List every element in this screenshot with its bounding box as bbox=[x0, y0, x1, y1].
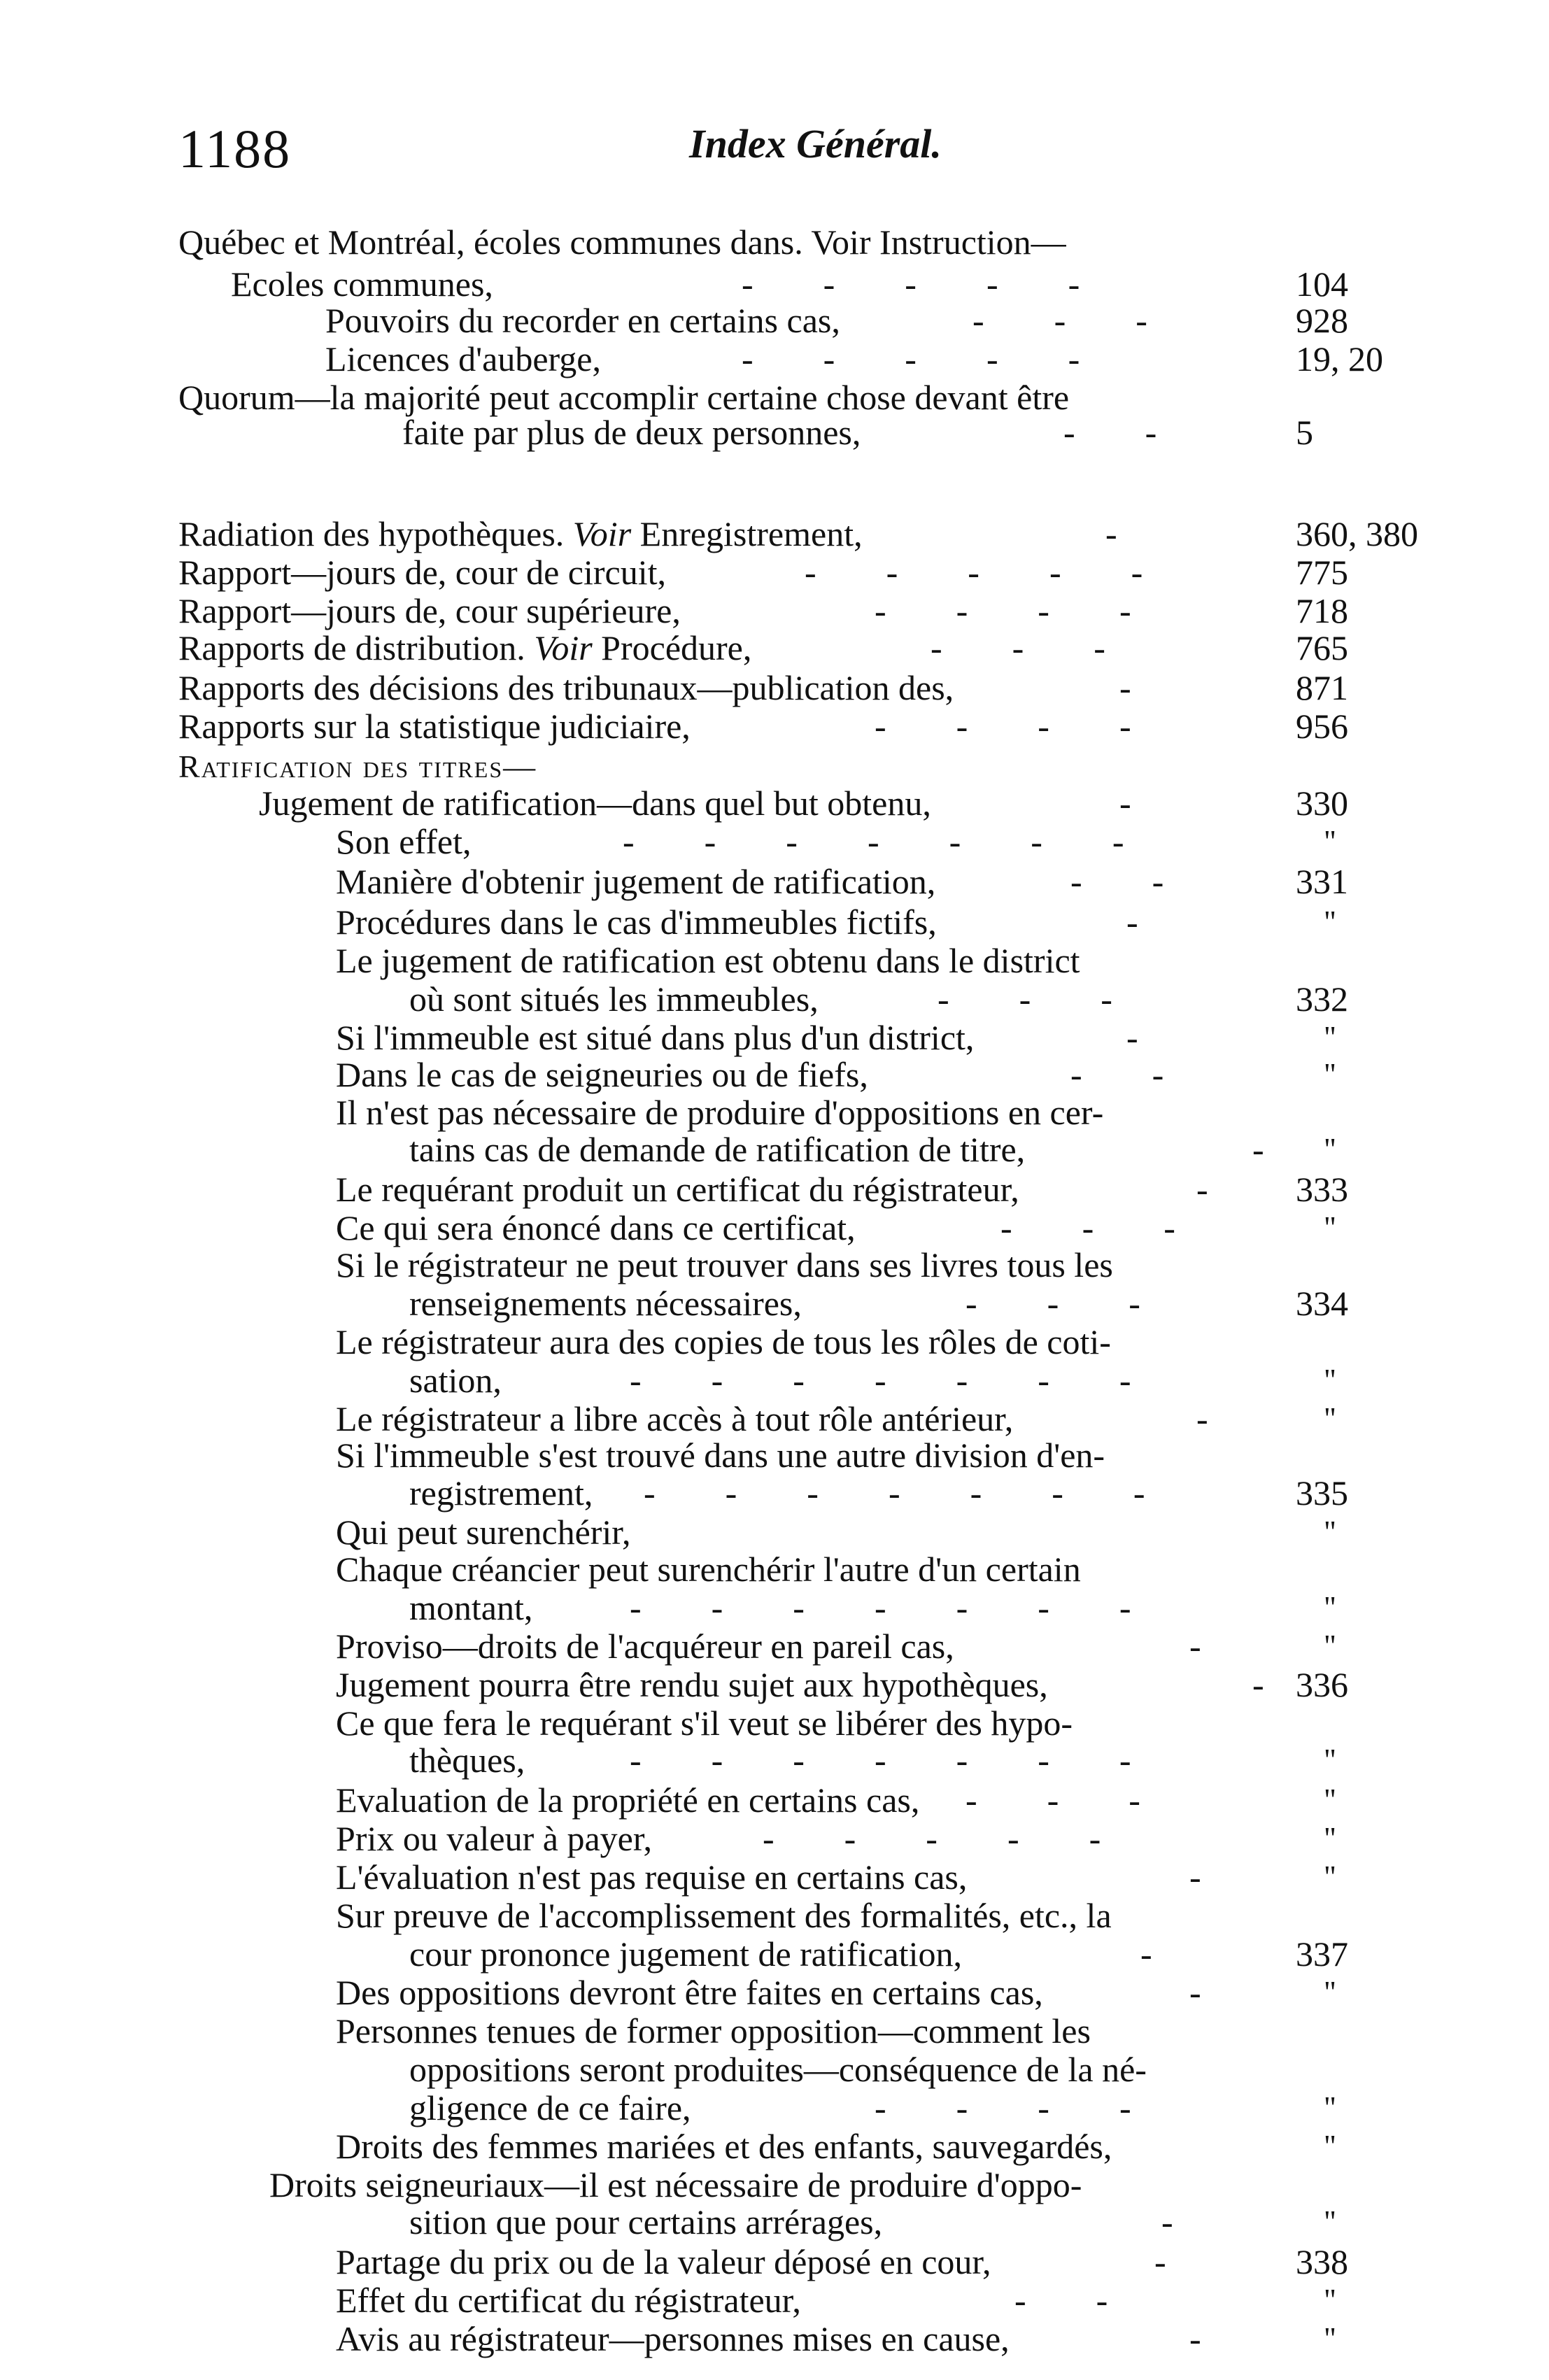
entry-text: Evaluation de la propriété en certains cas, bbox=[336, 1780, 920, 1820]
index-entry-line bbox=[0, 1130, 1549, 1169]
page-reference: 871 bbox=[1296, 668, 1348, 707]
dash-leader: - - - - bbox=[875, 707, 1131, 746]
page-reference: 333 bbox=[1296, 1170, 1348, 1209]
index-entry-line bbox=[0, 707, 1549, 746]
index-entry-line bbox=[0, 1588, 1549, 1627]
entry-text: Si le régistrateur ne peut trouver dans ses livres tous les bbox=[336, 1245, 1113, 1284]
entry-text: Avis au régistrateur—personnes mises en cause, bbox=[336, 2319, 1010, 2358]
entry-text: Ratification des titres— bbox=[178, 749, 537, 784]
page-reference: 336 bbox=[1296, 1665, 1348, 1704]
dash-leader: - - - - - - - bbox=[630, 1741, 1131, 1780]
ditto-mark: " bbox=[1324, 1783, 1336, 1817]
page-reference: 104 bbox=[1296, 264, 1348, 304]
entry-text: Le régistrateur aura des copies de tous les rôles de coti- bbox=[336, 1322, 1111, 1361]
index-entry-line bbox=[0, 1819, 1549, 1858]
index-entry-line bbox=[0, 1055, 1549, 1094]
entry-text: cour prononce jugement de ratification, bbox=[409, 1934, 962, 1974]
page-reference: 334 bbox=[1296, 1284, 1348, 1323]
page-reference: 331 bbox=[1296, 862, 1348, 901]
index-entry-line bbox=[0, 1245, 1549, 1284]
index-entry-line bbox=[0, 2242, 1549, 2281]
dash-leader: - - bbox=[1070, 1055, 1164, 1094]
dash-leader: - bbox=[1252, 1665, 1264, 1704]
entry-text: oppositions seront produites—conséquence de la né- bbox=[409, 2050, 1147, 2089]
ditto-mark: " bbox=[1324, 1210, 1336, 1245]
dash-leader: - bbox=[1189, 1857, 1201, 1897]
entry-text: Licences d'auberge, bbox=[325, 339, 601, 378]
entry-text: Ecoles communes, bbox=[231, 264, 493, 304]
page-reference: 5 bbox=[1296, 413, 1313, 452]
entry-text: Si l'immeuble s'est trouvé dans une autre division d'en- bbox=[336, 1436, 1105, 1475]
index-entry-line bbox=[0, 1780, 1549, 1820]
ditto-mark: " bbox=[1324, 1057, 1336, 1091]
page-reference: 775 bbox=[1296, 553, 1348, 592]
dash-leader: - bbox=[1252, 1130, 1264, 1169]
dash-leader: - - - - - - - bbox=[630, 1588, 1131, 1627]
dash-leader: - - - bbox=[931, 628, 1105, 667]
dash-leader: - - - - - - - bbox=[644, 1473, 1145, 1513]
page-reference: 765 bbox=[1296, 628, 1348, 667]
index-entry-line bbox=[0, 2050, 1549, 2089]
page-reference: 956 bbox=[1296, 707, 1348, 746]
dash-leader: - bbox=[1154, 2242, 1166, 2281]
entry-text: Jugement de ratification—dans quel but obtenu, bbox=[259, 784, 931, 823]
entry-text: Sur preuve de l'accomplissement des formalités, etc., la bbox=[336, 1896, 1112, 1935]
index-entry-line bbox=[0, 668, 1549, 707]
ditto-mark: " bbox=[1324, 1629, 1336, 1663]
entry-text: Son effet, bbox=[336, 822, 472, 861]
index-entry-line bbox=[0, 514, 1549, 553]
ditto-mark: " bbox=[1324, 905, 1336, 939]
entry-text: Le jugement de ratification est obtenu dans le district bbox=[336, 941, 1080, 980]
ditto-mark: " bbox=[1324, 2090, 1336, 2125]
dash-leader: - bbox=[1126, 1018, 1138, 1057]
entry-text: Rapports de distribution. Voir Procédure, bbox=[178, 628, 752, 667]
ditto-mark: " bbox=[1324, 2129, 1336, 2163]
page-reference: 338 bbox=[1296, 2242, 1348, 2281]
ditto-mark: " bbox=[1324, 1132, 1336, 1166]
entry-text: Dans le cas de seigneuries ou de fiefs, bbox=[336, 1055, 868, 1094]
ditto-mark: " bbox=[1324, 1975, 1336, 2009]
ditto-mark: " bbox=[1324, 2283, 1336, 2317]
entry-text: Droits seigneuriaux—il est nécessaire de produire d'oppo- bbox=[269, 2165, 1082, 2204]
entry-text: Rapports sur la statistique judiciaire, bbox=[178, 707, 691, 746]
index-entry-line bbox=[0, 339, 1549, 378]
index-entry-line bbox=[0, 1896, 1549, 1935]
ditto-mark: " bbox=[1324, 2321, 1336, 2356]
dash-leader: - - bbox=[1070, 862, 1164, 901]
dash-leader: - bbox=[1119, 668, 1131, 707]
entry-text: Partage du prix ou de la valeur déposé en cour, bbox=[336, 2242, 991, 2281]
index-entry-line bbox=[0, 2011, 1549, 2050]
ditto-mark: " bbox=[1324, 1743, 1336, 1777]
index-entry-line bbox=[0, 1550, 1549, 1589]
entry-text: Le régistrateur a libre accès à tout rôle antérieur, bbox=[336, 1399, 1014, 1438]
dash-leader: - bbox=[1140, 1934, 1152, 1974]
index-entry-line bbox=[0, 1934, 1549, 1974]
entry-text: Quorum—la majorité peut accomplir certaine chose devant être bbox=[178, 378, 1070, 417]
dash-leader: - - bbox=[1063, 413, 1157, 452]
entry-text: Il n'est pas nécessaire de produire d'oppositions en cer- bbox=[336, 1093, 1104, 1132]
page-reference: 337 bbox=[1296, 1934, 1348, 1974]
dash-leader: - - - - bbox=[875, 591, 1131, 630]
index-entry-line bbox=[0, 1322, 1549, 1361]
index-entry-line bbox=[0, 902, 1549, 942]
entry-text: Rapport—jours de, cour supérieure, bbox=[178, 591, 681, 630]
index-entry-line bbox=[0, 941, 1549, 980]
entry-text: Des oppositions devront être faites en certains cas, bbox=[336, 1973, 1043, 2012]
index-entry-line bbox=[0, 264, 1549, 304]
index-entry-line bbox=[0, 1973, 1549, 2012]
entry-text: tains cas de demande de ratification de titre, bbox=[409, 1130, 1026, 1169]
dash-leader: - - bbox=[1014, 2281, 1108, 2320]
index-entry-line bbox=[0, 591, 1549, 630]
entry-text: Radiation des hypothèques. Voir Enregistrement, bbox=[178, 514, 863, 553]
entry-text: montant, bbox=[409, 1588, 533, 1627]
dash-leader: - - - bbox=[966, 1780, 1140, 1820]
entry-text: faite par plus de deux personnes, bbox=[402, 413, 861, 452]
index-entry-line bbox=[0, 413, 1549, 452]
ditto-mark: " bbox=[1324, 1515, 1336, 1549]
index-entry-line bbox=[0, 1170, 1549, 1209]
page-reference: 19, 20 bbox=[1296, 339, 1383, 378]
page-reference: 718 bbox=[1296, 591, 1348, 630]
index-entry-line bbox=[0, 2281, 1549, 2320]
entry-text: Manière d'obtenir jugement de ratification, bbox=[336, 862, 936, 901]
entry-text: où sont situés les immeubles, bbox=[409, 979, 819, 1019]
index-entry-line bbox=[0, 2202, 1549, 2241]
entry-text: gligence de ce faire, bbox=[409, 2088, 691, 2127]
dash-leader: - bbox=[1189, 2319, 1201, 2358]
dash-leader: - bbox=[1119, 784, 1131, 823]
index-entry-line bbox=[0, 862, 1549, 901]
ditto-mark: " bbox=[1324, 1401, 1336, 1436]
index-entry-line bbox=[0, 2165, 1549, 2204]
index-entry-line bbox=[0, 222, 1549, 262]
entry-text: Québec et Montréal, écoles communes dans. Voir Instruction— bbox=[178, 222, 1066, 262]
page-reference: 335 bbox=[1296, 1473, 1348, 1513]
page-reference: 330 bbox=[1296, 784, 1348, 823]
entry-text: Si l'immeuble est situé dans plus d'un district, bbox=[336, 1018, 975, 1057]
dash-leader: - - - - - bbox=[805, 553, 1143, 592]
index-entry-line bbox=[0, 1513, 1549, 1552]
index-entry-line bbox=[0, 2319, 1549, 2358]
dash-leader: - - - - - bbox=[742, 339, 1080, 378]
ditto-mark: " bbox=[1324, 1860, 1336, 1894]
ditto-mark: " bbox=[1324, 1590, 1336, 1624]
index-entry-line bbox=[0, 628, 1549, 667]
dash-leader: - - - - - - - bbox=[630, 1361, 1131, 1400]
dash-leader: - bbox=[1126, 902, 1138, 942]
index-entry-line bbox=[0, 553, 1549, 592]
dash-leader: - - - bbox=[938, 979, 1112, 1019]
entry-text: Proviso—droits de l'acquéreur en pareil cas, bbox=[336, 1627, 954, 1666]
dash-leader: - - - - bbox=[875, 2088, 1131, 2127]
page-reference: 928 bbox=[1296, 301, 1348, 340]
entry-text: sation, bbox=[409, 1361, 502, 1400]
index-entry-line bbox=[0, 1093, 1549, 1132]
entry-text: sition que pour certains arrérages, bbox=[409, 2202, 883, 2241]
dash-leader: - - - bbox=[972, 301, 1147, 340]
index-entry-line bbox=[0, 822, 1549, 861]
page-number: 1188 bbox=[178, 118, 292, 179]
index-entry-line bbox=[0, 979, 1549, 1019]
entry-text: Prix ou valeur à payer, bbox=[336, 1819, 653, 1858]
ditto-mark: " bbox=[1324, 1821, 1336, 1855]
index-entry-line bbox=[0, 1436, 1549, 1475]
entry-text: Ce que fera le requérant s'il veut se libérer des hypo- bbox=[336, 1703, 1073, 1743]
dash-leader: - - - bbox=[1000, 1208, 1175, 1247]
entry-text: thèques, bbox=[409, 1741, 525, 1780]
index-entry-line bbox=[0, 378, 1549, 417]
index-entry-line bbox=[0, 747, 1549, 786]
ditto-mark: " bbox=[1324, 824, 1336, 858]
entry-text: renseignements nécessaires, bbox=[409, 1284, 802, 1323]
entry-text: Rapport—jours de, cour de circuit, bbox=[178, 553, 667, 592]
index-entry-line bbox=[0, 1473, 1549, 1513]
index-entry-line bbox=[0, 2088, 1549, 2127]
index-entry-line bbox=[0, 1361, 1549, 1400]
dash-leader: - - - - - - - bbox=[623, 822, 1124, 861]
index-entry-line bbox=[0, 1665, 1549, 1704]
entry-text: Personnes tenues de former opposition—comment les bbox=[336, 2011, 1091, 2050]
index-entry-line bbox=[0, 1399, 1549, 1438]
index-entry-line bbox=[0, 1018, 1549, 1057]
entry-text: Rapports des décisions des tribunaux—publication des, bbox=[178, 668, 954, 707]
index-entry-line bbox=[0, 301, 1549, 340]
index-entry-line bbox=[0, 1284, 1549, 1323]
ditto-mark: " bbox=[1324, 1363, 1336, 1397]
index-entry-line bbox=[0, 2127, 1549, 2166]
entry-text: Le requérant produit un certificat du régistrateur, bbox=[336, 1170, 1019, 1209]
index-entry-line bbox=[0, 1627, 1549, 1666]
index-entry-line bbox=[0, 1857, 1549, 1897]
page-reference: 360, 380 bbox=[1296, 514, 1418, 553]
index-entry-line bbox=[0, 1741, 1549, 1780]
dash-leader: - bbox=[1105, 514, 1117, 553]
entry-text: Droits des femmes mariées et des enfants, sauvegardés, bbox=[336, 2127, 1112, 2166]
dash-leader: - - - bbox=[966, 1284, 1140, 1323]
entry-text: registrement, bbox=[409, 1473, 593, 1513]
running-title: Index Général. bbox=[689, 121, 942, 167]
entry-text: Effet du certificat du régistrateur, bbox=[336, 2281, 801, 2320]
entry-text: Pouvoirs du recorder en certains cas, bbox=[325, 301, 840, 340]
index-entry-line bbox=[0, 1703, 1549, 1743]
dash-leader: - bbox=[1196, 1399, 1208, 1438]
ditto-mark: " bbox=[1324, 2204, 1336, 2239]
page-reference: 332 bbox=[1296, 979, 1348, 1019]
ditto-mark: " bbox=[1324, 1020, 1336, 1054]
entry-text: Ce qui sera énoncé dans ce certificat, bbox=[336, 1208, 856, 1247]
entry-text: L'évaluation n'est pas requise en certains cas, bbox=[336, 1857, 968, 1897]
dash-leader: - - - - - bbox=[742, 264, 1080, 304]
dash-leader: - bbox=[1189, 1973, 1201, 2012]
index-entry-line bbox=[0, 1208, 1549, 1247]
entry-text: Qui peut surenchérir, bbox=[336, 1513, 631, 1552]
dash-leader: - - - - - bbox=[763, 1819, 1101, 1858]
dash-leader: - bbox=[1196, 1170, 1208, 1209]
entry-text: Jugement pourra être rendu sujet aux hypothèques, bbox=[336, 1665, 1048, 1704]
index-entry-line bbox=[0, 784, 1549, 823]
dash-leader: - bbox=[1161, 2202, 1173, 2241]
entry-text: Procédures dans le cas d'immeubles fictifs, bbox=[336, 902, 937, 942]
entry-text: Chaque créancier peut surenchérir l'autre d'un certain bbox=[336, 1550, 1081, 1589]
dash-leader: - bbox=[1189, 1627, 1201, 1666]
